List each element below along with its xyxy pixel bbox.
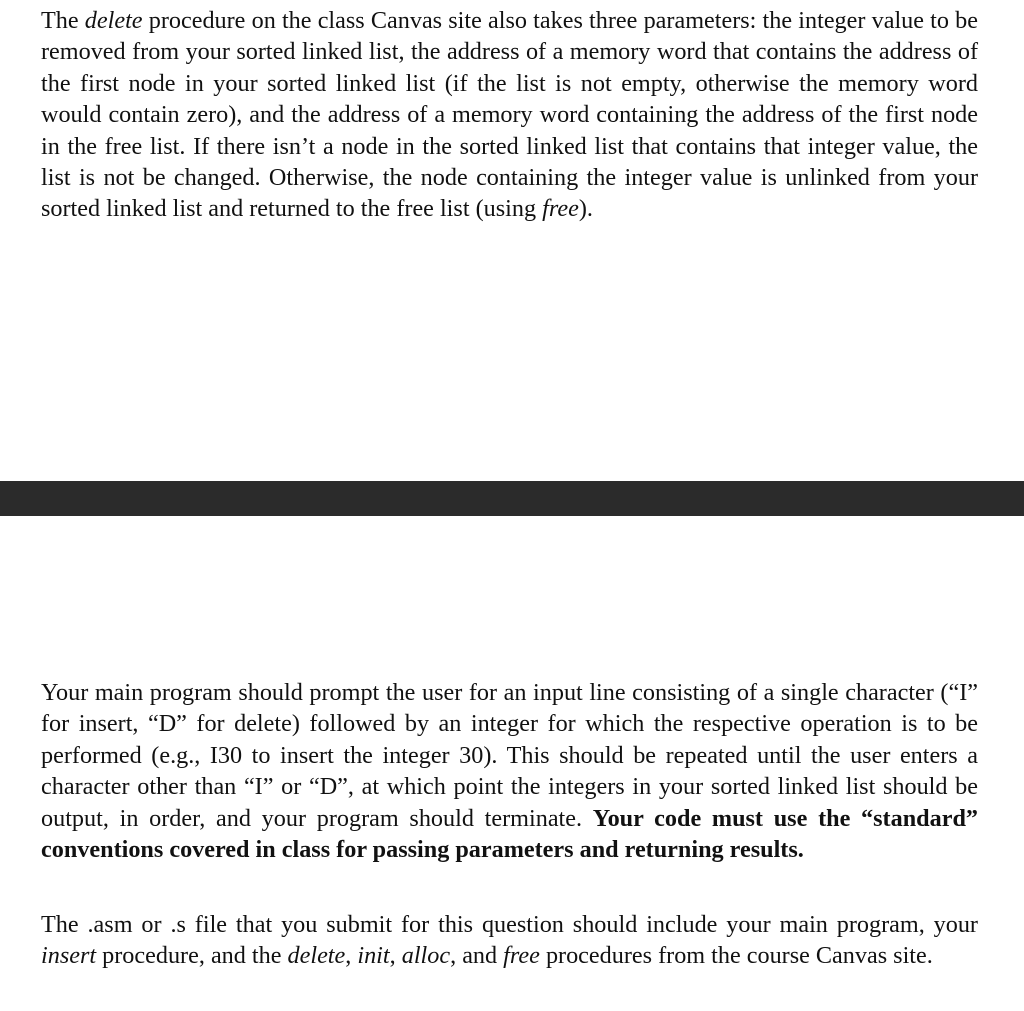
delete-term: delete	[287, 942, 346, 970]
insert-term: insert	[41, 942, 97, 970]
text-run: ,	[389, 942, 402, 970]
text-run: procedure, and the	[96, 942, 288, 970]
conventions-requirement: Your code must use the “standard” conventions covered in class for passing parameters and returning results.	[41, 804, 978, 864]
page-divider-bar	[0, 481, 1024, 516]
text-run: The	[41, 7, 85, 34]
text-run: Your main program should prompt the user for an input line consisting of a single character (“I” for insert, “D” for delete) followed by an integer for which the respective operation is to be performed (e.g., I30 to insert the integer 30). This should be repeated until the user enters a character other than “I” or “D”, at which point the integers in your sorted linked list should be output, in order, and your program should terminate.	[41, 679, 978, 832]
text-run: The .asm or .s file that you submit for this question should include your main program, your	[41, 911, 978, 938]
alloc-term: alloc	[401, 942, 451, 970]
text-run: procedure on the class Canvas site also takes three parameters: the integer value to be removed from your sorted linked list, the address of a memory word that contains the address of the first node in your sorted linked list (if the list is not empty, otherwise the memory word would contain zero), and the address of a memory word containing the address of the first node in the free list. If there isn’t a node in the sorted linked list that contains that integer value, the list is not be changed. Otherwise, the node containing the integer value is unlinked from your sorted linked list and returned to the free list (using	[41, 7, 979, 223]
main-program-paragraph	[41, 677, 978, 865]
submission-paragraph	[41, 909, 978, 972]
top-document-section	[0, 0, 1024, 481]
bottom-document-section	[0, 516, 1024, 1011]
free-term: free	[503, 942, 540, 970]
text-run: ,	[345, 942, 358, 970]
delete-procedure-paragraph	[41, 5, 978, 225]
text-run: procedures from the course Canvas site.	[539, 942, 933, 970]
delete-term: delete	[84, 7, 143, 34]
text-run: , and	[450, 942, 504, 970]
free-term: free	[542, 195, 579, 223]
init-term: init	[357, 942, 390, 970]
text-run: ).	[578, 195, 593, 223]
